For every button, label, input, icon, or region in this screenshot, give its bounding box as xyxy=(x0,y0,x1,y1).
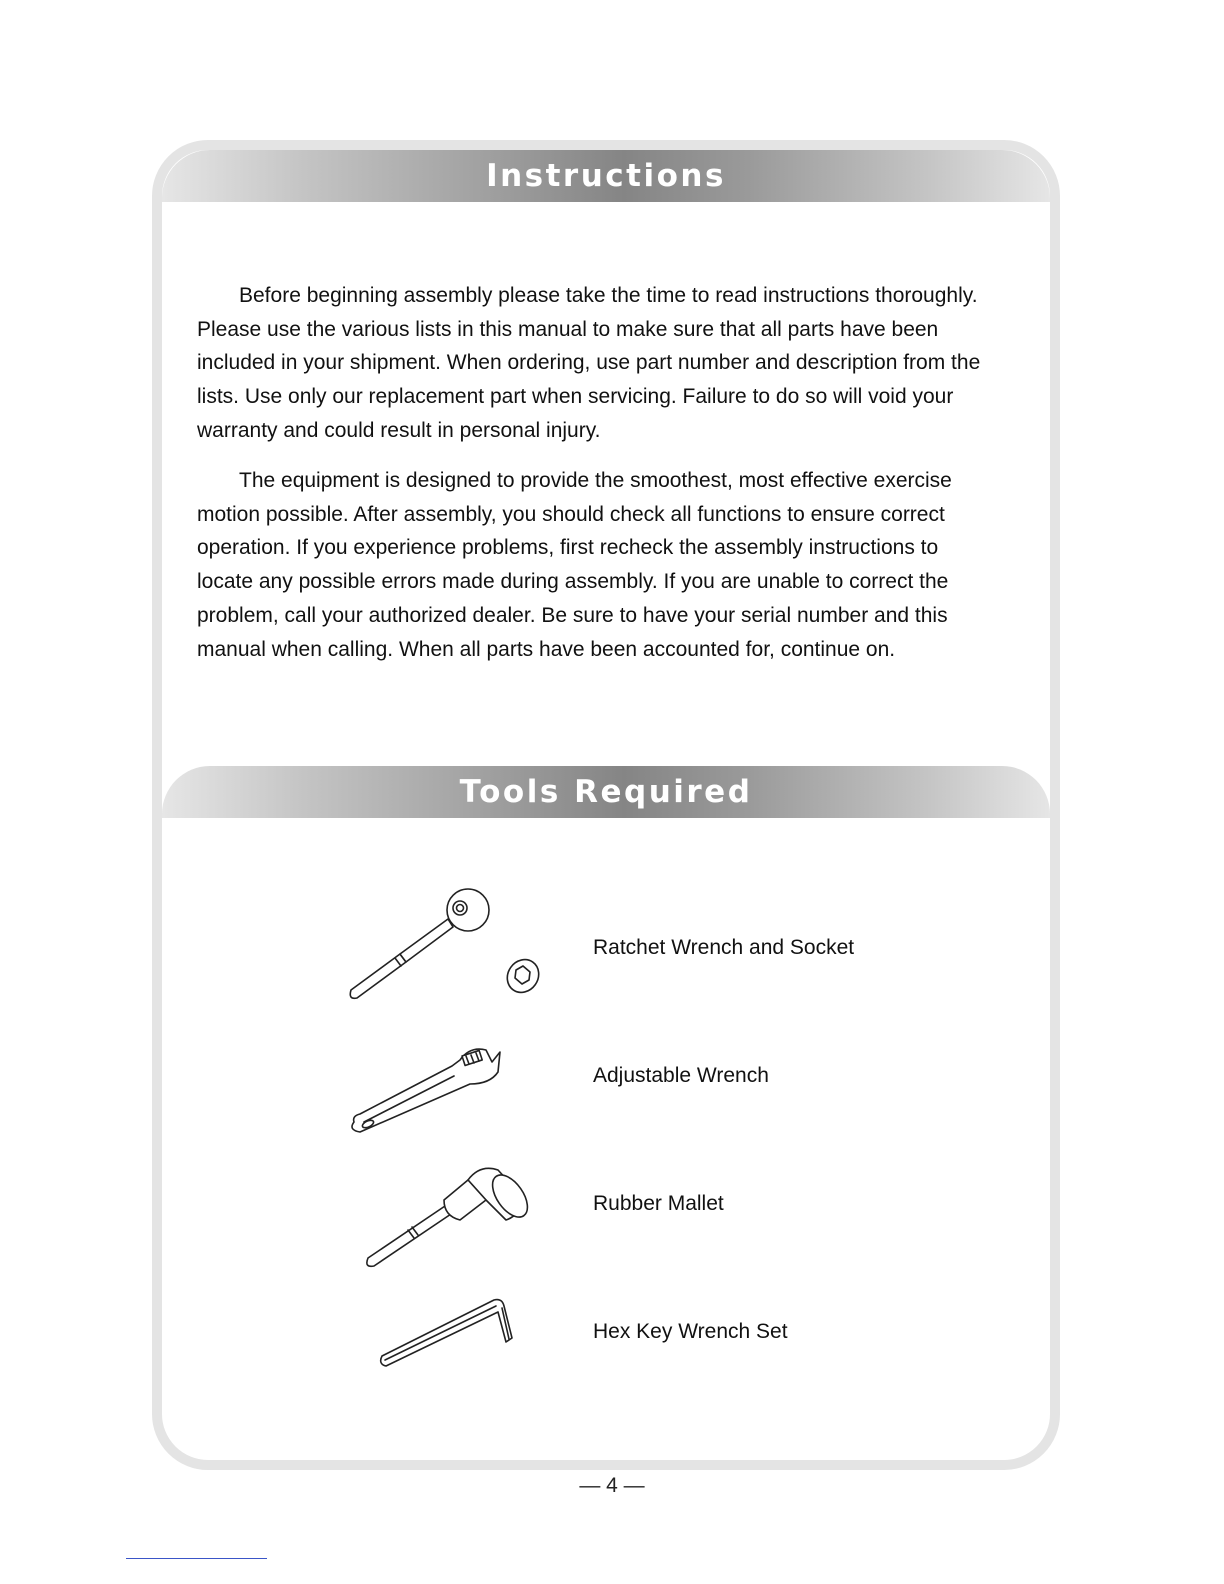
tool-item-hex-key xyxy=(300,1290,1000,1410)
tool-label-rubber-mallet: Rubber Mallet xyxy=(593,1192,724,1215)
tool-item-adjustable-wrench xyxy=(300,1026,1000,1146)
tool-label-hex-key: Hex Key Wrench Set xyxy=(593,1320,788,1343)
page-number: — 4 — xyxy=(579,1474,645,1497)
rubber-mallet-icon xyxy=(320,1156,540,1276)
tool-item-rubber-mallet xyxy=(300,1156,1000,1276)
instructions-paragraph-2-text: The equipment is designed to provide the smoothest, most effective exercise motion possible. After assembly, you should check all functions to ensure correct operation. If you experience problems, first recheck the assembly instructions to locate any possible errors made during assembly. If you are unable to correct the problem, call your authorized dealer. Be sure to have your serial number and this manual when calling. When all parts have been accounted for, continue on. xyxy=(197,469,952,661)
adjustable-wrench-icon xyxy=(320,1026,540,1146)
footnote-divider xyxy=(126,1558,267,1559)
hex-key-wrench-icon xyxy=(320,1290,540,1410)
tool-item-ratchet xyxy=(300,884,1000,1004)
instructions-paragraph-2 xyxy=(197,464,997,666)
instructions-header xyxy=(162,150,1050,202)
ratchet-wrench-socket-icon xyxy=(320,884,540,1004)
instructions-paragraph-1-text: Before beginning assembly please take the time to read instructions thoroughly. Please use the various lists in this manual to make sure that all parts have been included in your shipment. When ordering, use part number and description from the lists. Use only our replacement part when servicing. Failure to do so will void your warranty and could result in personal injury. xyxy=(197,284,981,442)
instructions-title: Instructions xyxy=(486,158,726,194)
tools-header xyxy=(162,766,1050,818)
tool-label-ratchet: Ratchet Wrench and Socket xyxy=(593,936,855,959)
tool-label-adjustable-wrench: Adjustable Wrench xyxy=(593,1064,769,1087)
instructions-paragraph-1 xyxy=(197,279,997,448)
tools-title: Tools Required xyxy=(459,774,753,810)
